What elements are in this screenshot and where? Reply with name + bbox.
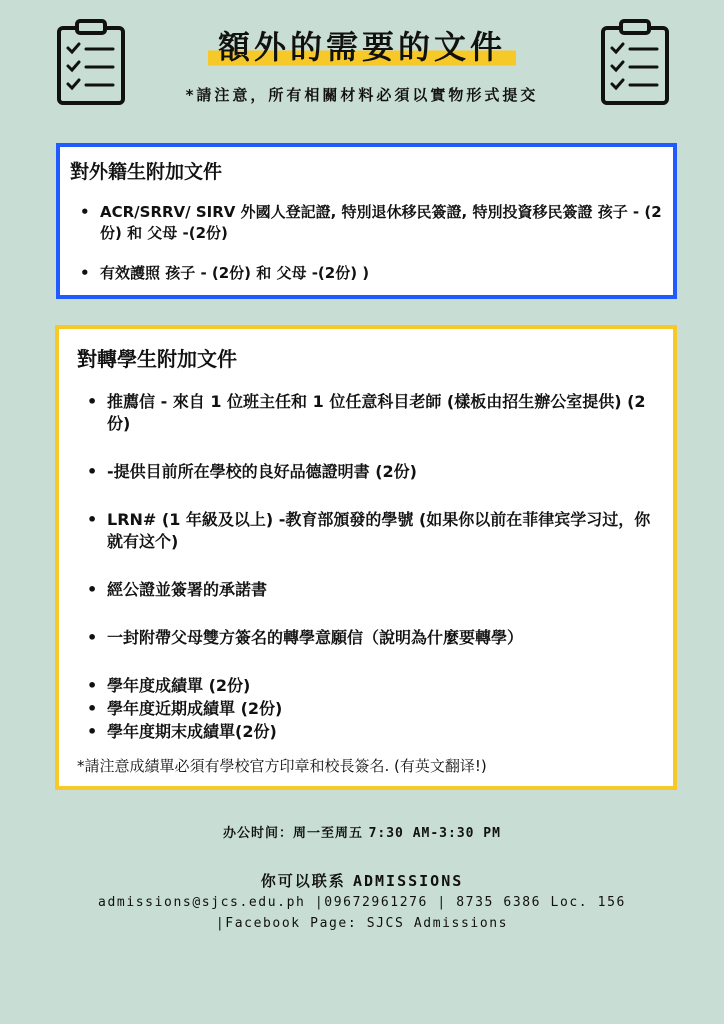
office-hours-value: 7:30 AM-3:30 PM [368,826,501,841]
title-wrap [0,22,724,68]
contact-heading [0,870,724,891]
list-item: • ACR/SRRV/ SIRV 外國人登記證, 特別退休移民簽證, 特別投資移民簽證 孩子 - (2份) 和 父母 -(2份) [74,202,664,244]
list-item: • 學年度期末成績單(2份) [81,721,666,743]
list-item: • 有效護照 孩子 - (2份) 和 父母 -(2份) ) [74,263,664,284]
foreign-students-box [56,143,677,299]
office-hours [0,822,724,841]
list-item: • 推薦信 - 來自 1 位班主任和 1 位任意科目老師 (樣板由招生辦公室提供) (2份) [81,391,666,435]
list-item: • 一封附帶父母雙方簽名的轉學意願信（說明為什麼要轉學） [81,627,666,649]
transcript-note: *請注意成績單必須有學校官方印章和校長簽名. (有英文翻译!) [77,757,487,775]
page-subtitle: *請注意，所有相關材料必須以實物形式提交 [185,86,539,104]
page-title: 額外的需要的文件 [208,22,516,68]
transfer-students-box [55,325,677,790]
list-item: • -提供目前所在學校的良好品德證明書 (2份) [81,461,666,483]
foreign-documents-list [74,202,664,303]
office-hours-label: 办公时间：周一至周五 [223,826,364,841]
contact-label: 你可以联系 [260,872,346,890]
list-item: • LRN# (1 年級及以上) -教育部頒發的學號 (如果你以前在菲律宾学习过，你就有这个) [81,509,666,553]
transfer-documents-list [81,391,666,743]
facebook-page: |Facebook Page: SJCS Admissions [215,916,509,931]
list-item: • 經公證並簽署的承諾書 [81,579,666,601]
list-item: • 學年度成績單 (2份) [81,675,666,697]
list-item: • 學年度近期成績單 (2份) [81,698,666,720]
contact-value: ADMISSIONS [352,872,464,890]
foreign-students-heading: 對外籍生附加文件 [70,161,223,183]
contact-details: admissions@sjcs.edu.ph |09672961276 | 8735 6386 Loc. 156 [98,895,626,910]
transfer-students-heading: 對轉學生附加文件 [77,347,237,371]
